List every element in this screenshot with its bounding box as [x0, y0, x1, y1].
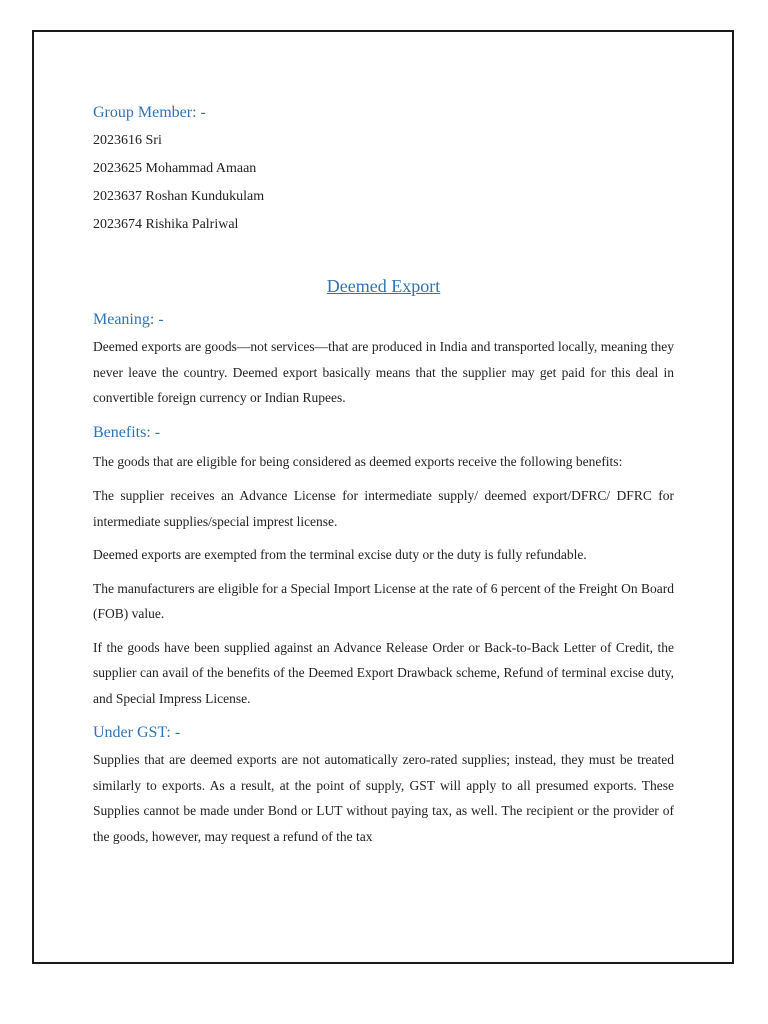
benefit-paragraph: The supplier receives an Advance License for intermediate supply/ deemed export/DFRC/ DFRC for intermediate supplies/special imprest license. [93, 488, 674, 529]
meaning-paragraph: Deemed exports are goods—not services—that are produced in India and transported locally, meaning they never leave the country. Deemed export basically means that the supplier may get paid for this deal in convertible foreign currency or Indian Rupees. [93, 339, 674, 405]
member-item: 2023625 Mohammad Amaan [93, 161, 257, 176]
benefit-paragraph: The manufacturers are eligible for a Special Import License at the rate of 6 percent of the Freight On Board (FOB) value. [93, 580, 674, 621]
member-item: 2023637 Roshan Kundukulam [93, 189, 265, 204]
document-title: Deemed Export [326, 276, 441, 296]
benefit-paragraph: Deemed exports are exempted from the terminal excise duty or the duty is fully refundable. [93, 547, 587, 562]
benefits-intro-paragraph: The goods that are eligible for being considered as deemed exports receive the following benefits: [93, 453, 623, 469]
benefits-heading: Benefits: - [93, 423, 161, 441]
under-gst-paragraph: Supplies that are deemed exports are not automatically zero-rated supplies; instead, they must be treated similarly to exports. As a result, at the point of supply, GST will apply to all presumed exports. These Supplies cannot be made under Bond or LUT without paying tax, as well. The recipient or the provider of the goods, however, may request a refund of the tax [93, 752, 674, 844]
member-item: 2023616 Sri [93, 133, 162, 148]
member-item: 2023674 Rishika Palriwal [93, 217, 239, 232]
under-gst-heading: Under GST: - [93, 724, 181, 741]
member-list [93, 127, 674, 239]
benefit-paragraph: If the goods have been supplied against an Advance Release Order or Back-to-Back Letter of Credit, the supplier can avail of the benefits of the Deemed Export Drawback scheme, Refund of terminal excise duty, and Special Impress License. [93, 639, 674, 706]
meaning-heading: Meaning: - [93, 311, 164, 328]
document-content [93, 102, 674, 849]
group-member-heading: Group Member: - [93, 104, 206, 121]
